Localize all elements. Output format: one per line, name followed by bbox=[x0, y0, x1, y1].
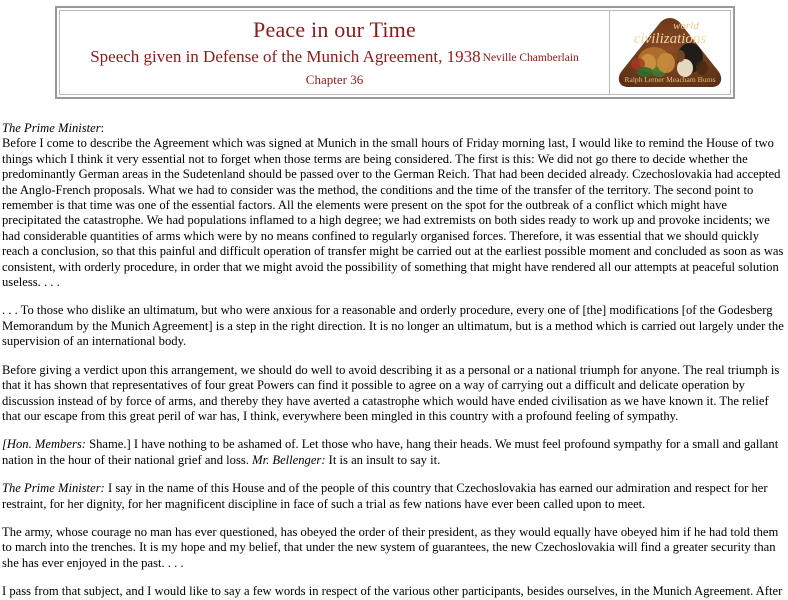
bellenger-speaker: Mr. Bellenger: bbox=[252, 452, 326, 467]
paragraph-7: I pass from that subject, and I would like to say a few words in respect of the various other participants, besides ourselves, in the Munich Agreement. After bbox=[2, 584, 783, 599]
paragraph-3: Before giving a verdict upon this arrangement, we should do well to avoid describing it as a personal or a national triumph for anyone. The real triumph is that it has shown that representatives of four great Powers can find it possible to agree on a way of carrying out a difficult and delicate operation by discussion instead of by force of arms, and thereby they have averted a catastrophe which would have ended civilisation as we have known it. The relief that our escape from this great peril of war has, I think, everywhere been mingled in this country with a profound feeling of sympathy. bbox=[2, 362, 780, 423]
logo-line1-text: world bbox=[673, 19, 699, 32]
speaker-colon: : bbox=[100, 121, 105, 135]
hon-members-speaker: [Hon. Members: bbox=[2, 437, 86, 452]
paragraph-4-text-a: Shame.] I have nothing to be ashamed of. Let those who have, hang their heads. We must feel profound sympathy for a small and gallant nation in the hour of their national grief and loss. bbox=[2, 437, 779, 467]
paragraph-6: The army, whose courage no man has ever questioned, has obeyed the order of their president, as they would equally have obeyed him if he had told them to march into the trenches. It is my hope and my belief, that under the new system of guarantees, the new Czechoslovakia will find a greater security than she has ever enjoyed in the past. . . . bbox=[2, 524, 779, 570]
paragraph-5 bbox=[2, 481, 784, 512]
prime-minister-speaker: The Prime Minister: bbox=[2, 481, 105, 496]
paragraph-4 bbox=[2, 437, 784, 468]
chapter-label: Chapter 36 bbox=[305, 72, 364, 87]
paragraph-2: . . . To those who dislike an ultimatum, but who were anxious for a reasonable and orderly procedure, every one of [the] modifications [of the Godesberg Memorandum by the Munich Agreement] is a step in the right direction. It is no longer an ultimatum, but is a method which is carried out largely under the supervision of an international body. bbox=[2, 303, 784, 349]
paragraph-5-text: I say in the name of this House and of the people of this country that Czechoslovakia has earned our admiration and respect for her restraint, for her dignity, for her magnificent discipline in face of such a trial as few nations have ever been called upon to meet. bbox=[2, 481, 768, 511]
world-civilizations-logo bbox=[614, 16, 726, 90]
speaker-name: The Prime Minister bbox=[2, 121, 101, 135]
logo-line2-text: civilizations bbox=[633, 30, 707, 47]
header-table bbox=[55, 6, 735, 99]
paragraph-1: Before I come to describe the Agreement which was signed at Munich in the small hours of Friday morning last, I would like to remind the House of two things which I think it very essential not to forget when those terms are being considered. The first is this: We did not go there to decide whether the predominantly German areas in the Sudetenland should be passed over to the German Reich. That had been decided already. Czechoslovakia had accepted the Anglo-French proposals. What we had to consider was the method, the conditions and the time of the transfer of the territory. The second point to remember is that time was one of the essential factors. All the elements were present on the spot for the outbreak of a conflict which might have precipitated the catastrophe. We had populations inflamed to a high degree; we had extremists on both sides ready to work up and provoke incidents; we had considerable quantities of arms which were by no means confined to regularly organised forces. Therefore, it was essential that we should quickly reach a conclusion, so that this painful and difficult operation of transfer might be carried out at the earliest possible moment and concluded as soon as was consistent, with orderly procedure, in order that we might avoid the possibility of something that might have rendered all our attempts at peaceful solution useless. . . . bbox=[2, 136, 784, 290]
page-title: Peace in our Time bbox=[253, 17, 416, 42]
document-body bbox=[0, 99, 788, 600]
page-author: Neville Chamberlain bbox=[482, 52, 579, 64]
page-subtitle-text: Speech given in Defense of the Munich Agreement, 1938 bbox=[90, 47, 481, 66]
header-title-cell bbox=[60, 11, 610, 94]
header-banner bbox=[0, 0, 788, 99]
paragraph-4-text-b: It is an insult to say it. bbox=[325, 452, 441, 467]
header-logo-cell bbox=[610, 11, 730, 94]
speaker-line-1 bbox=[2, 121, 784, 136]
page-subtitle bbox=[68, 46, 601, 69]
header-inner-frame bbox=[59, 10, 731, 95]
logo-authors-text: Ralph Lerner Meacham Burns bbox=[624, 74, 716, 84]
